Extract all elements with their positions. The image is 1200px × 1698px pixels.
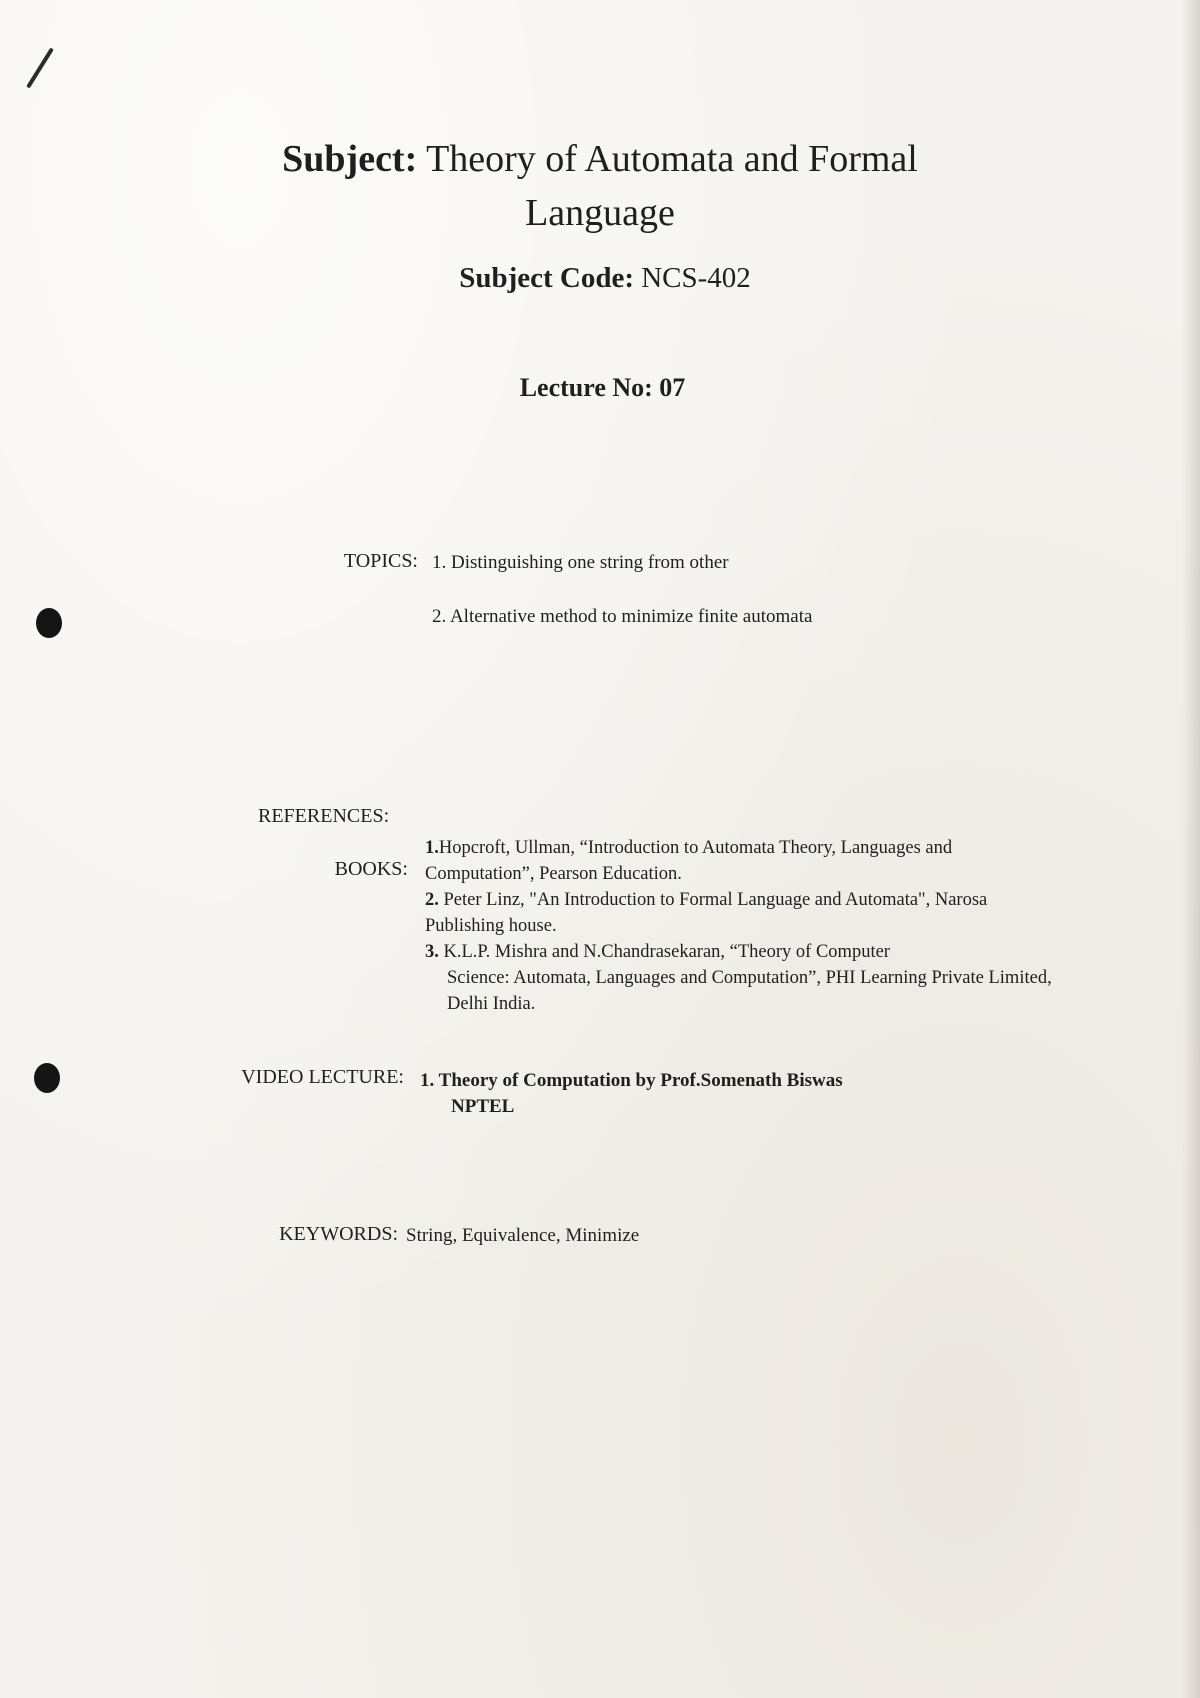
pen-mark [26,47,54,88]
book-reference: 2. Peter Linz, "An Introduction to Formal Language and Automata", Narosa Publishing house. [425,890,988,936]
subject-code-value: NCS-402 [641,262,751,294]
punch-hole [34,1063,60,1093]
punch-hole [36,608,62,638]
subject-title: Theory of Automata and Formal Language [426,138,918,234]
video-lecture-label: VIDEO LECTURE: [241,1066,404,1088]
topic-item: 2. Alternative method to minimize finite automata [432,606,813,627]
keywords-label: KEYWORDS: [279,1223,398,1245]
topics-label: TOPICS: [343,550,418,572]
keywords-value: String, Equivalence, Minimize [406,1225,640,1246]
page-edge-shadow [1182,0,1200,1698]
subject-code-label: Subject Code: [459,262,634,294]
lecture-number: Lecture No: 07 [519,373,686,402]
page-title [0,132,1200,240]
references-label: REFERENCES: [258,805,390,827]
topic-item: 1. Distinguishing one string from other [432,552,729,573]
subject-code [0,262,1200,295]
video-lecture-item: 1. Theory of Computation by Prof.Somenath Biswas NPTEL [420,1070,843,1117]
subject-label: Subject: [282,138,418,180]
book-reference: 3. K.L.P. Mishra and N.Chandrasekaran, “Theory of Computer Science: Automata, Languages and Computation”, PHI Learning Private Limited, Delhi India. [425,942,1052,1014]
books-label: BOOKS: [334,858,408,880]
book-reference: 1.Hopcroft, Ullman, “Introduction to Automata Theory, Languages and Computation”, Pearson Education. [425,838,953,884]
